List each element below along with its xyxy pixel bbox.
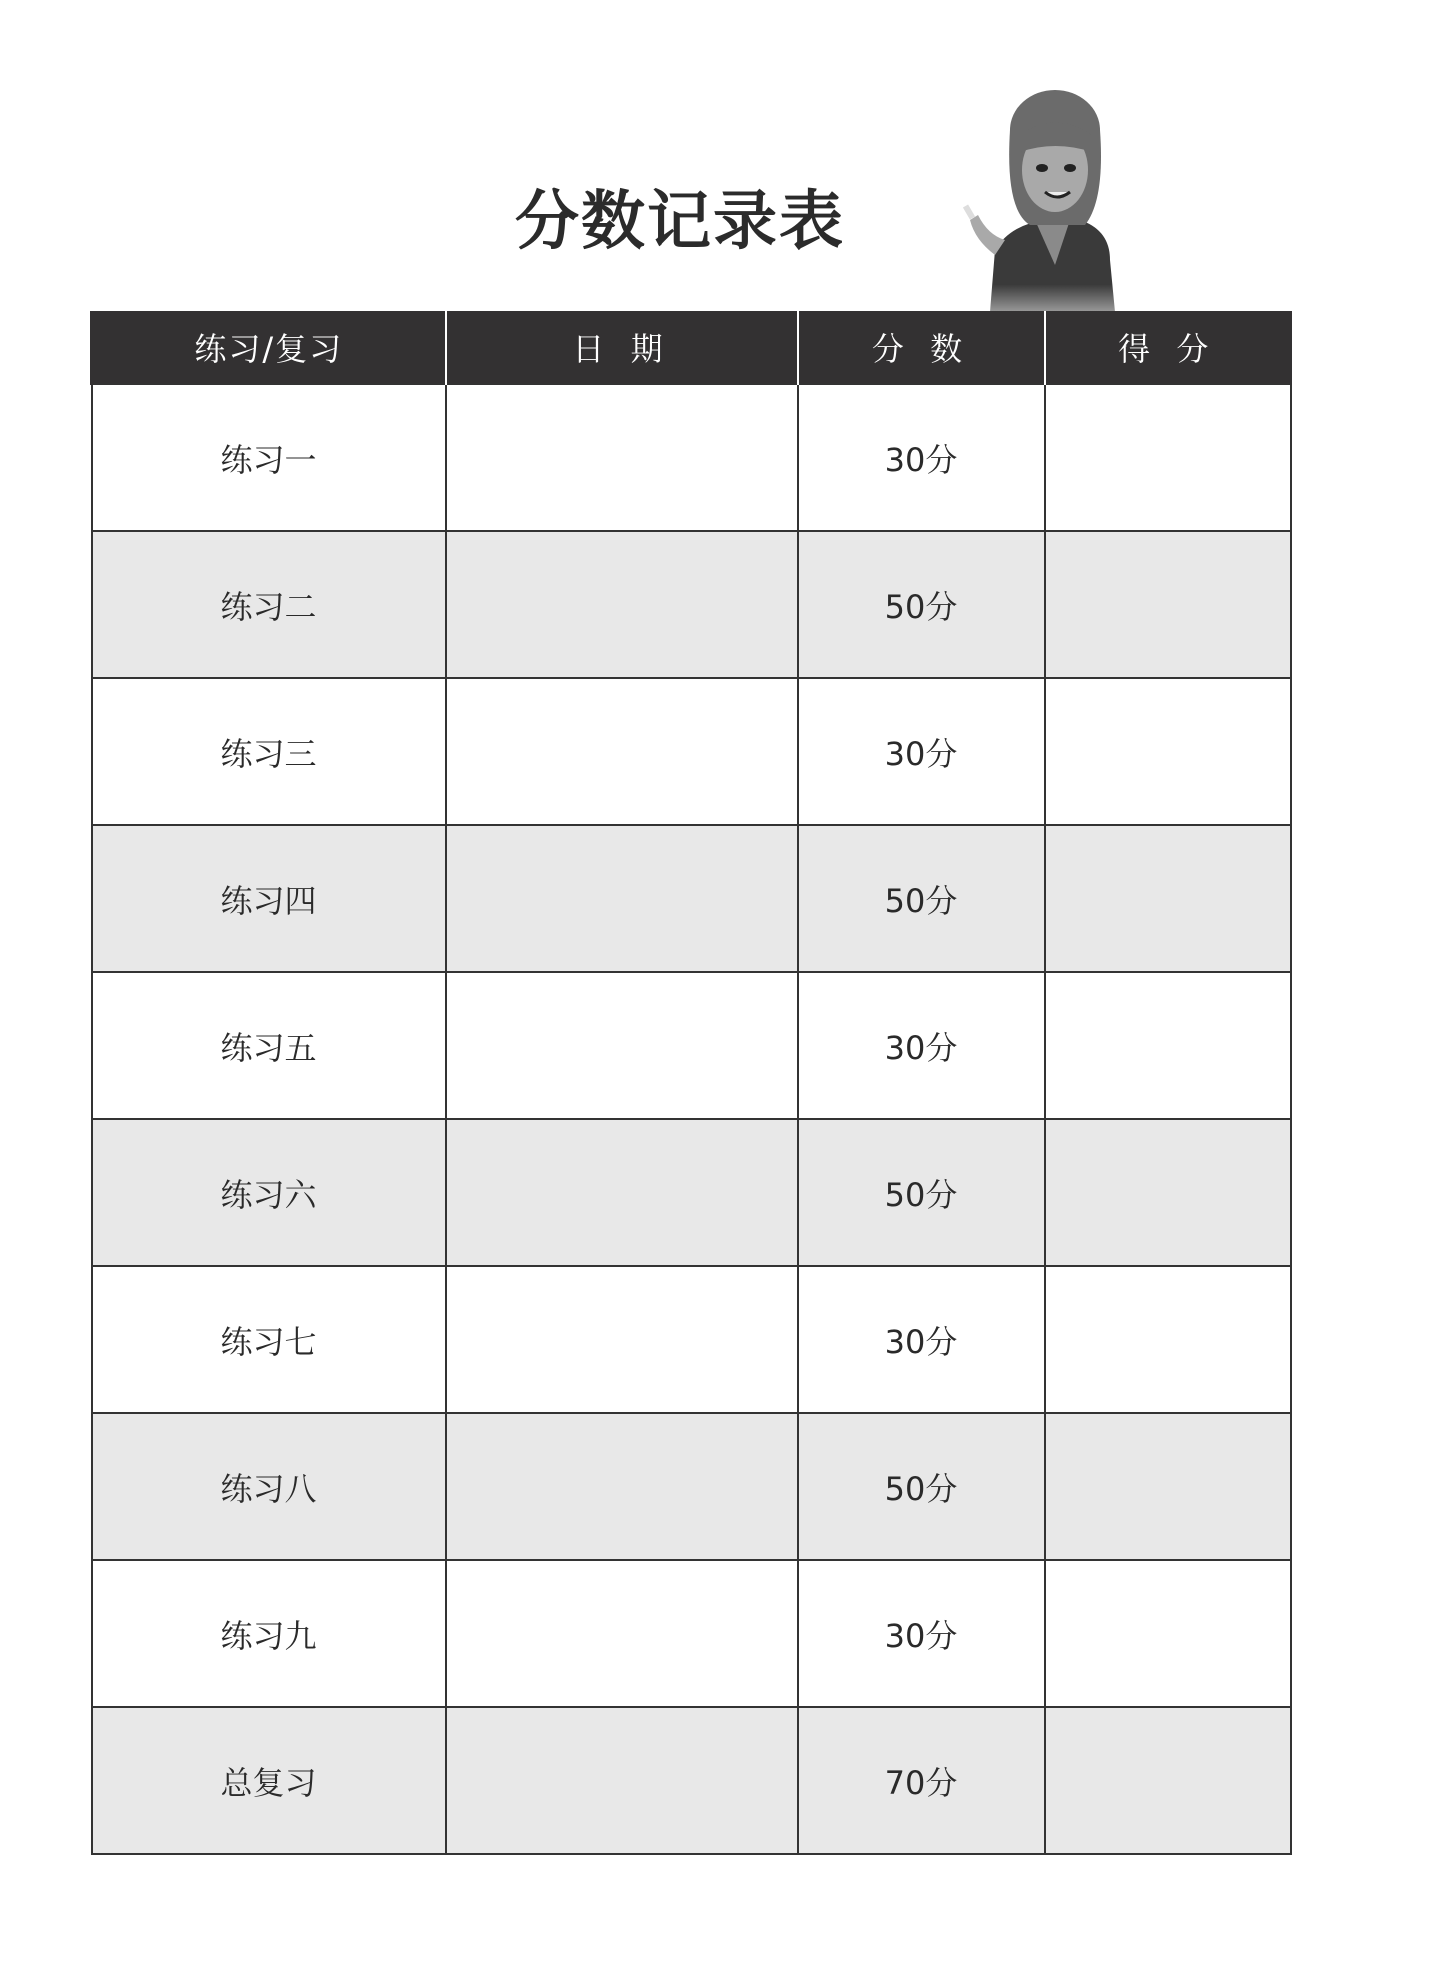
date-cell[interactable] [446, 1560, 798, 1707]
obtained-score-cell[interactable] [1045, 678, 1291, 825]
table-row [92, 384, 1291, 531]
table-row [92, 1119, 1291, 1266]
full-score-cell: 30分 [798, 1266, 1045, 1413]
date-cell[interactable] [446, 678, 798, 825]
exercise-name-cell: 练习四 [92, 825, 446, 972]
full-score-cell: 50分 [798, 1119, 1045, 1266]
table-row [92, 1560, 1291, 1707]
full-score-cell: 50分 [798, 1413, 1045, 1560]
table-row [92, 1707, 1291, 1854]
date-cell[interactable] [446, 1413, 798, 1560]
full-score-cell: 50分 [798, 531, 1045, 678]
table-row [92, 1413, 1291, 1560]
obtained-score-cell[interactable] [1045, 1707, 1291, 1854]
date-cell[interactable] [446, 1266, 798, 1413]
full-score-cell: 70分 [798, 1707, 1045, 1854]
table-row [92, 678, 1291, 825]
table-row [92, 1266, 1291, 1413]
full-score-cell: 30分 [798, 678, 1045, 825]
obtained-score-cell[interactable] [1045, 384, 1291, 531]
table-row [92, 972, 1291, 1119]
exercise-name-cell: 练习五 [92, 972, 446, 1119]
header-full-score: 分 数 [798, 311, 1045, 384]
obtained-score-cell[interactable] [1045, 972, 1291, 1119]
page-title: 分数记录表 [515, 185, 845, 259]
obtained-score-cell[interactable] [1045, 1119, 1291, 1266]
header-exercise: 练习/复习 [92, 311, 446, 384]
exercise-name-cell: 练习三 [92, 678, 446, 825]
exercise-name-cell: 练习八 [92, 1413, 446, 1560]
date-cell[interactable] [446, 1119, 798, 1266]
date-cell[interactable] [446, 384, 798, 531]
table-row [92, 531, 1291, 678]
exercise-name-cell: 练习七 [92, 1266, 446, 1413]
exercise-name-cell: 练习九 [92, 1560, 446, 1707]
date-cell[interactable] [446, 531, 798, 678]
obtained-score-cell[interactable] [1045, 1413, 1291, 1560]
full-score-cell: 30分 [798, 972, 1045, 1119]
date-cell[interactable] [446, 1707, 798, 1854]
obtained-score-cell[interactable] [1045, 1266, 1291, 1413]
exercise-name-cell: 练习一 [92, 384, 446, 531]
date-cell[interactable] [446, 972, 798, 1119]
obtained-score-cell[interactable] [1045, 825, 1291, 972]
header-obtained-score: 得 分 [1045, 311, 1291, 384]
score-record-table [90, 311, 1292, 1855]
teacher-illustration-icon [870, 90, 1130, 312]
full-score-cell: 30分 [798, 384, 1045, 531]
full-score-cell: 30分 [798, 1560, 1045, 1707]
exercise-name-cell: 练习二 [92, 531, 446, 678]
full-score-cell: 50分 [798, 825, 1045, 972]
table-header-row [92, 311, 1291, 384]
exercise-name-cell: 练习六 [92, 1119, 446, 1266]
obtained-score-cell[interactable] [1045, 531, 1291, 678]
table-row [92, 825, 1291, 972]
header-date: 日 期 [446, 311, 798, 384]
obtained-score-cell[interactable] [1045, 1560, 1291, 1707]
exercise-name-cell: 总复习 [92, 1707, 446, 1854]
date-cell[interactable] [446, 825, 798, 972]
